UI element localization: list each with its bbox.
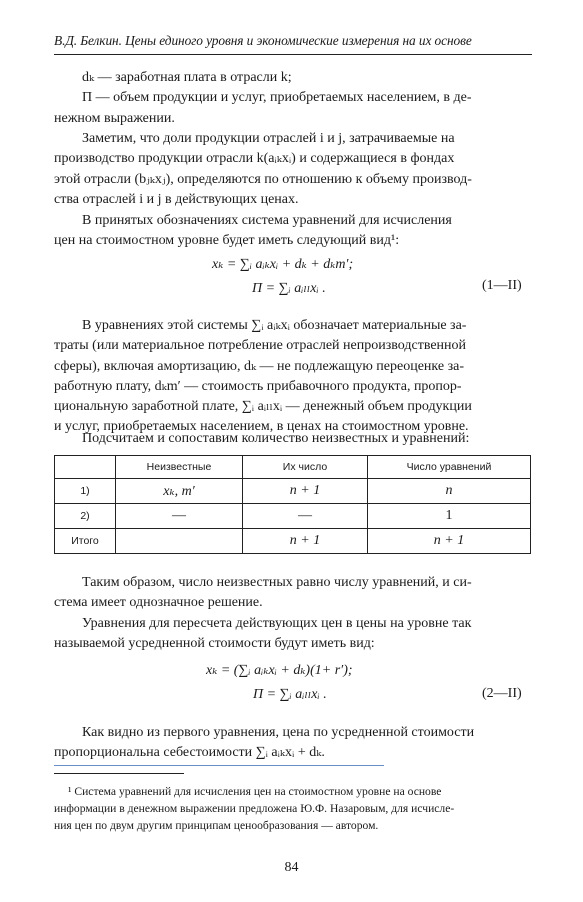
table-row: [55, 479, 531, 504]
footnote-rule: [54, 773, 184, 774]
page-number: 84: [284, 860, 299, 875]
text-line: В принятых обозначениях система уравнений для исчисления: [82, 213, 452, 228]
equation-2-number: (2—II): [482, 686, 522, 701]
text-line: П — объем продукции и услуг, приобретаемых населением, в де-: [82, 90, 472, 106]
text-line: Подсчитаем и сопоставим количество неизвестных и уравнений:: [82, 431, 470, 446]
table-header-cell: Число уравнений: [368, 456, 531, 479]
table-cell: [55, 504, 116, 529]
table-header-cell: Их число: [243, 456, 368, 479]
table-cell: [55, 479, 116, 504]
text-line: ства отраслей i и j в действующих ценах.: [54, 191, 299, 207]
text-line: сферы), включая амортизацию, dₖ — не подлежащую переоценке за-: [54, 358, 464, 374]
text-line: цен на стоимостном уровне будет иметь следующий вид¹:: [54, 233, 400, 249]
table-row: [55, 504, 531, 529]
text-line: Как видно из первого уравнения, цена по усредненной стоимости: [82, 725, 475, 740]
table-cell: —: [116, 504, 243, 529]
table-cell: —: [243, 504, 368, 529]
table-header-row: [55, 456, 531, 479]
table-cell: [55, 529, 116, 554]
highlight-underline: [54, 765, 384, 766]
text-line: называемой усредненной стоимости будут иметь вид:: [54, 636, 375, 652]
paragraph-system-intro: [54, 211, 532, 252]
text-line: Таким образом, число неизвестных равно числу уравнений, и си-: [82, 575, 472, 590]
table-header-cell: [55, 456, 116, 479]
equation-1-line-1: xₖ = ∑ᵢ aᵢₖxᵢ + dₖ + dₖm′;: [212, 257, 354, 272]
row-label: 1): [80, 485, 90, 497]
table-cell: n: [368, 479, 531, 504]
table-cell: 1: [368, 504, 531, 529]
equation-1-number: (1—II): [482, 278, 522, 293]
paragraph-conclusion: [54, 573, 532, 614]
equation-1-line-2: П = ∑ᵢ aᵢₗₗxᵢ .: [252, 281, 326, 296]
text-line: В уравнениях этой системы ∑ᵢ aᵢₖxᵢ обозначает материальные за-: [82, 318, 467, 333]
footnote-line: информации в денежном выражении предложена Ю.Ф. Назаровым, для исчисле-: [54, 801, 455, 815]
text-line: этой отрасли (bⱼₖxⱼ), определяются по отношению к объему производ-: [54, 171, 472, 187]
paragraph-proportional: [54, 723, 532, 764]
text-line: производство продукции отрасли k(aᵢₖxᵢ) и содержащиеся в фондах: [54, 151, 455, 167]
table-cell: n + 1: [243, 529, 368, 554]
text-line: стема имеет однозначное решение.: [54, 595, 263, 611]
header-rule: [54, 54, 532, 55]
unknowns-table: [54, 455, 531, 554]
footnote-line: ¹ Система уравнений для исчисления цен на стоимостном уровне на основе: [68, 785, 442, 798]
text-line: циональную заработной плате, ∑ᵢ aᵢₗₗxᵢ — денежный объем продукции: [54, 399, 472, 415]
table-cell: n + 1: [243, 479, 368, 504]
text-line: Заметим, что доли продукции отраслей i и j, затрачиваемые на: [82, 131, 455, 146]
equation-2-line-1: xₖ = (∑ᵢ aᵢₖxᵢ + dₖ)(1+ r′);: [206, 663, 353, 678]
text-line: и услуг, приобретаемых населением, в ценах на стоимостном уровне.: [54, 419, 469, 435]
equation-2-line-2: П = ∑ᵢ aᵢₗₗxᵢ .: [253, 687, 327, 702]
running-header: В.Д. Белкин. Цены единого уровня и экономические измерения на их основе: [54, 33, 472, 48]
paragraph-recalc: [54, 614, 532, 655]
text-line: dₖ — заработная плата в отрасли k;: [82, 70, 292, 85]
footnote: [54, 784, 532, 834]
table-header-cell: Неизвестные: [116, 456, 243, 479]
table-row: [55, 529, 531, 554]
text-line: траты (или материальное потребление отраслей непроизводственной: [54, 338, 467, 354]
paragraph-count: [54, 429, 532, 449]
paragraph-shares: [54, 129, 532, 210]
paragraph-definitions: [54, 68, 532, 129]
text-line: пропорциональна себестоимости ∑ᵢ aᵢₖxᵢ + dₖ.: [54, 745, 325, 761]
row-label: Итого: [71, 535, 99, 547]
table-cell: n + 1: [368, 529, 531, 554]
table-cell: xₖ, m′: [116, 479, 243, 504]
text-line: работную плату, dₖm′ — стоимость прибавочного продукта, пропор-: [54, 378, 462, 394]
table-cell: [116, 529, 243, 554]
paragraph-notation: [54, 316, 532, 438]
text-line: Уравнения для пересчета действующих цен в цены на уровне так: [82, 616, 472, 631]
text-line: нежном выражении.: [54, 110, 175, 126]
row-label: 2): [80, 510, 90, 522]
footnote-line: ния цен по двум другим принципам ценообразования — автором.: [54, 818, 379, 832]
